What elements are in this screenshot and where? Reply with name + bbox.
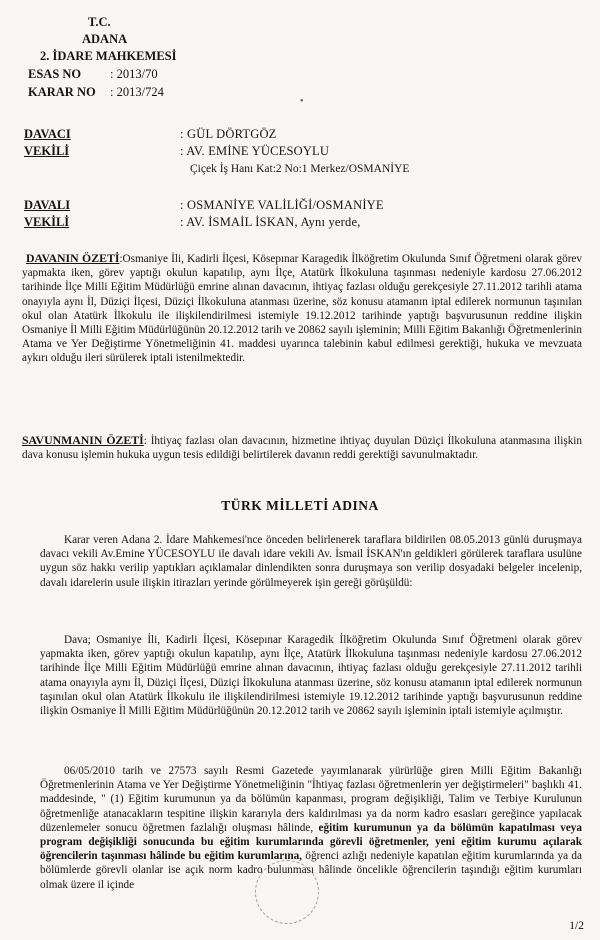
body-paragraph-1 <box>40 533 582 590</box>
vekili1-label: VEKİLİ <box>24 144 70 158</box>
header-court: 2. İDARE MAHKEMESİ <box>40 49 177 63</box>
davali-label: DAVALI <box>24 198 71 212</box>
davali-value: : OSMANİYE VALİLİĞİ/OSMANİYE <box>180 198 384 212</box>
page-number: 1/2 <box>569 920 584 932</box>
vekili1-value: : AV. EMİNE YÜCESOYLU <box>180 144 330 158</box>
davanin-ozeti <box>22 251 582 366</box>
savunmanin-ozeti-text: : İhtiyaç fazlası olan davacının, hizmetine ihtiyaç duyulan Düziçi İlkokuluna atanmasına ilişkin dava konusu işlemin hukuka uygun tesis edildiği belirtilerek davanın reddi gerektiği savunulmaktadır. <box>22 435 582 462</box>
davaci-value: : GÜL DÖRTGÖZ <box>180 127 277 141</box>
body-p3-text-a: 06/05/2010 tarih ve 27573 sayılı Resmi Gazetede yayımlanarak yürürlüğe giren Milli Eğitim Bakanlığı Öğretmenlerinin Atama ve Yer Değiştirme Yönetmeliğinin "İhtiyaç fazlası öğretmenlerin yer değiştirmeleri" başlıklı 41. maddesinde, " (1) Eğitim kurumunun ya da bölümün kapanması, program değişikliği, Talim ve Terbiye Kurulunun öğretmenliğe atanacakların tespitine ilişkin kararıyla ders kaldırılması ya da norm kadro esasları gereğince yapılacak düzenlemeler sonucu öğretmen fazlalığı oluşması hâlinde, <box>40 765 582 834</box>
vekili1-address: Çiçek İş Hanı Kat:2 No:1 Merkez/OSMANİYE <box>190 163 410 175</box>
vekili2-label: VEKİLİ <box>24 215 70 229</box>
esas-value: : 2013/70 <box>110 67 158 81</box>
davanin-ozeti-text: :Osmaniye İli, Kadirli İlçesi, Kösepınar Karagedik İlköğretim Okulunda Sınıf Öğretmeni olarak görev yapmakta iken, görev yaptığı okulun kapatılıp, aynı İlçe, Atatürk İlkokuluna taşınması nedeniyle kardosu 27.06.2012 tarihinde İlçe Milli Eğitim Müdürlüğü emrine alınan davacının, ihtiyaç fazlası olduğu gerekçesiyle 27.11.2012 tarihli atama onayıyla aynı İl, Düziçi İlçesi, Düziçi İlkokuluna atanması üzerine, söz konusu atamanın iptal edilerek normunun taşınılan okul olan Atatürk İlkokulu ile ilişkilendirilmesi istemiyle 19.12.2012 tarihinde yaptığı başvurusunun reddine ilişkin Osmaniye İl Milli Eğitim Müdürlüğünün 20.12.2012 tarih ve 20862 sayılı işleminin; Milli Eğitim Bakanlığı Öğretmenlerinin Atama ve Yer Değiştirme Yönetmeliğinin 41. maddesi uyarınca talebinin kabul edilmesi gerektiği, hukuka ve mevzuata aykırı olduğu ileri sürülerek iptali istenilmektedir. <box>22 253 582 365</box>
karar-label: KARAR NO <box>28 85 96 99</box>
body-p3-text-c: öğrenci azlığı nedeniyle kapatılan eğitim kurumlarında ya da bölümlerde görevli olanlar ise açık norm kadro bulunması hâlinde öncelikle öğrencilerin taşındığı eğitim kurumları olmak üzere il içinde <box>40 850 582 891</box>
body-paragraph-2 <box>40 633 582 718</box>
savunmanin-ozeti <box>22 433 582 462</box>
body-p1-text: Karar veren Adana 2. İdare Mahkemesi'nce önceden belirlenerek taraflara bildirilen 08.05.2013 günlü duruşmaya davacı vekili Av.Emine YÜCESOYLU ile davalı idare vekili Av. İsmail İSKAN'ın geldikleri görülerek taraflara usulüne uygun söz hakkı verilip yaptıkları açıklamalar dinlendikten sonra duruşmaya son verilip dosyadaki belgeler incelenip, davalı idarelerin usule ilişkin itirazları yerinde görülmeyerek işin gereği görüşüldü: <box>40 534 582 589</box>
scan-speck: • <box>300 96 304 107</box>
decision-title: TÜRK MİLLETİ ADINA <box>221 498 379 513</box>
court-stamp <box>255 860 319 924</box>
header-city: ADANA <box>82 32 128 46</box>
savunmanin-ozeti-label: SAVUNMANIN ÖZETİ <box>22 433 144 447</box>
davaci-label: DAVACI <box>24 127 71 141</box>
esas-label: ESAS NO <box>28 67 82 81</box>
header-tc: T.C. <box>88 15 111 29</box>
vekili2-value: : AV. İSMAİL İSKAN, Aynı yerde, <box>180 215 361 229</box>
body-p2-text: Dava; Osmaniye İli, Kadirli İlçesi, Kösepınar Karagedik İlköğretim Okulunda Sınıf Öğretmeni olarak görev yapmakta iken, görev yaptığı okulun kapatılıp, aynı İlçe, Atatürk İlkokuluna taşınması nedeniyle kardosu 27.06.2012 tarihinde İlçe Milli Eğitim Müdürlüğü emrine alınan davacının, ihtiyaç fazlası olduğu gerekçesiyle 27.11.2012 tarihli atama onayıyla aynı İl, Düziçi İlçesi, Düziçi İlkokuluna atanması üzerine, söz konusu atamanın iptal edilerek normunun taşınılan okul olan Atatürk İlkokulu ile ilişkilendirilmesi istemiyle 19.12.2012 tarihinde yaptığı başvurusunun reddine ilişkin Osmaniye İl Milli Eğitim Müdürlüğünün 20.12.2012 tarih ve 20862 sayılı işleminin iptali istemiyle açılmıştır. <box>40 634 582 718</box>
body-p3-text-bold: eğitim kurumunun ya da bölümün kapatılması veya program değişikliği sonucunda bu eğitim kurumlarında görevli öğretmenler, yeni eğitim kurumu açılarak öğrencilerin taşınması hâlinde bu eğitim kurumlarına, <box>40 821 582 863</box>
karar-value: : 2013/724 <box>110 85 164 99</box>
davanin-ozeti-label: DAVANIN ÖZETİ <box>26 251 120 265</box>
